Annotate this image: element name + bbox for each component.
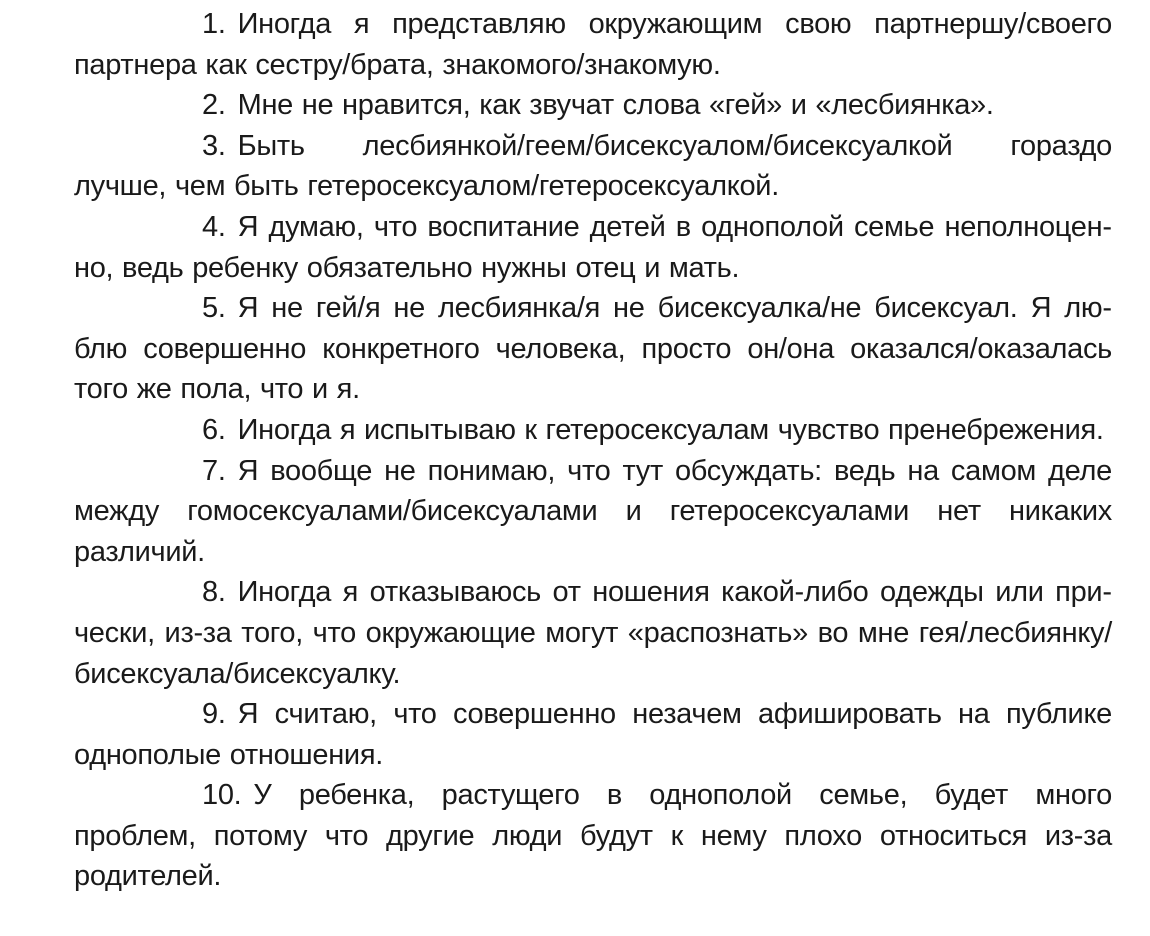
- list-item: [74, 4, 1112, 85]
- list-item: [74, 410, 1112, 451]
- item-text: Я думаю, что воспитание детей в однополой семье неполноценно, ведь ребенку обязательно нужны отец и мать.: [74, 210, 1112, 284]
- item-number: 7.: [202, 454, 226, 487]
- item-number: 2.: [202, 89, 226, 122]
- item-text: У ребенка, растущего в однополой семье, будет много проблем, потому что другие люди будут к нему плохо относиться из-за родителей.: [74, 779, 1112, 893]
- item-text: Мне не нравится, как звучат слова «гей» и «лесбиянка».: [237, 89, 994, 122]
- item-text: Я считаю, что совершенно незачем афишировать на публике однополые отношения.: [74, 698, 1112, 771]
- list-item: [74, 775, 1112, 897]
- item-number: 8.: [202, 576, 226, 609]
- list-item: [74, 85, 1112, 126]
- list-item: [74, 694, 1112, 775]
- item-number: 9.: [202, 698, 226, 731]
- list-item: [74, 572, 1112, 694]
- item-number: 5.: [202, 292, 226, 325]
- item-number: 1.: [202, 8, 226, 40]
- list-item: [74, 126, 1112, 207]
- item-text: Иногда я отказываюсь от ношения какой-либо одежды или прически, из-за того, что окружающие могут «распознать» во мне гея/лесбиянку/бисексуала/бисексуалку.: [74, 576, 1112, 690]
- list-item: [74, 451, 1112, 573]
- item-number: 6.: [202, 413, 226, 446]
- item-text: Иногда я испытываю к гетеросексуалам чувство пренебрежения.: [237, 413, 1104, 446]
- item-text: Иногда я представляю окружающим свою партнершу/своего партнера как сестру/брата, знакомого/знакомую.: [74, 8, 1112, 81]
- item-number: 10.: [202, 779, 242, 812]
- item-number: 3.: [202, 129, 226, 162]
- list-item: [74, 207, 1112, 288]
- item-text: Быть лесбиянкой/геем/бисексуалом/бисексуалкой гораздо лучше, чем быть гетеросексуалом/гетеросексуалкой.: [74, 129, 1112, 203]
- list-item: [74, 288, 1112, 410]
- item-number: 4.: [202, 210, 226, 243]
- item-text: Я вообще не понимаю, что тут обсуждать: ведь на самом деле между гомосексуалами/бисексуалами и гетеросексуалами нет никаких различий.: [74, 454, 1112, 568]
- questionnaire-text: [74, 4, 1112, 897]
- item-text: Я не гей/я не лесбиянка/я не бисексуалка/не бисексуал. Я люблю совершенно конкретного человека, просто он/она оказался/оказалась того же пола, что и я.: [74, 292, 1112, 406]
